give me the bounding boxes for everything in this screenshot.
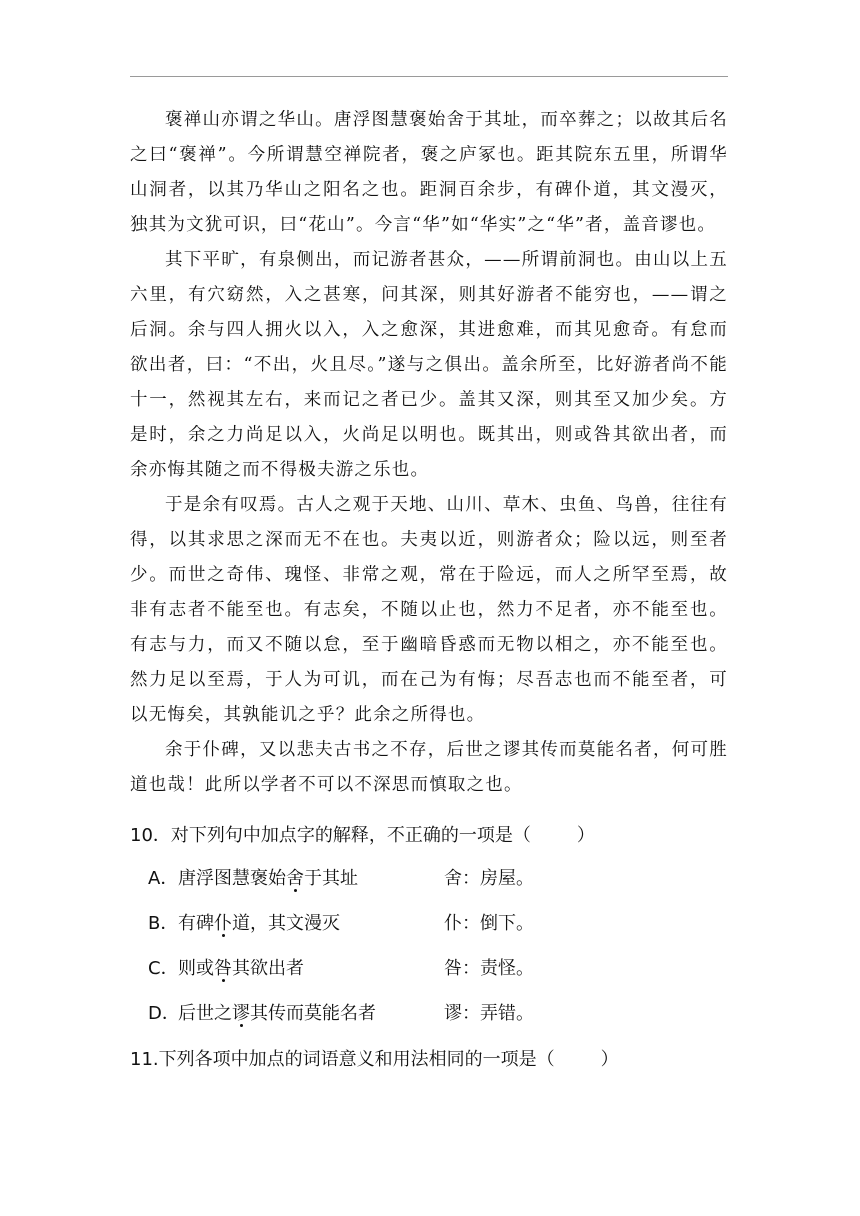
classical-passage bbox=[130, 103, 728, 803]
option-gloss: 谬：弄错。 bbox=[444, 1003, 534, 1024]
option-gloss: 舍：房屋。 bbox=[444, 868, 534, 889]
option-a bbox=[148, 864, 534, 894]
sentence-part: 有碑 bbox=[178, 913, 214, 934]
sentence-part: 则或 bbox=[178, 958, 214, 979]
sentence-part: 后世之 bbox=[178, 1003, 232, 1024]
dotted-character: 仆 bbox=[214, 913, 232, 934]
dotted-character: 咎 bbox=[214, 958, 232, 979]
question-11-close: ） bbox=[600, 1049, 619, 1070]
passage-paragraph-3: 于是余有叹焉。古人之观于天地、山川、草木、虫鱼、鸟兽，往往有得，以其求思之深而无不在也。夫夷以近，则游者众；险以远，则至者少。而世之奇伟、瑰怪、非常之观，常在于险远，而人之所罕至焉，故非有志者不能至也。有志矣，不随以止也，然力不足者，亦不能至也。有志与力，而又不随以怠，至于幽暗昏惑而无物以相之，亦不能至也。然力足以至焉，于人为可讥，而在己为有悔；尽吾志也而不能至者，可以无悔矣，其孰能讥之乎？此余之所得也。 bbox=[130, 495, 728, 725]
sentence-part: 唐浮图慧褒始 bbox=[178, 868, 286, 889]
sentence-part: 道，其文漫灭 bbox=[232, 913, 340, 934]
option-letter: A． bbox=[148, 868, 179, 889]
sentence-part: 于其址 bbox=[304, 868, 358, 889]
option-letter: C． bbox=[148, 958, 179, 979]
passage-paragraph-4: 余于仆碑，又以悲夫古书之不存，后世之谬其传而莫能名者，何可胜道也哉！此所以学者不可以不深思而慎取之也。 bbox=[130, 740, 728, 795]
option-d bbox=[148, 999, 534, 1029]
option-sentence bbox=[178, 999, 444, 1029]
sentence-part: 其欲出者 bbox=[232, 958, 304, 979]
option-sentence bbox=[178, 864, 444, 894]
question-10-stem bbox=[130, 821, 595, 851]
option-c bbox=[148, 954, 534, 984]
option-gloss: 咎：责怪。 bbox=[444, 958, 534, 979]
sentence-part: 其传而莫能名者 bbox=[250, 1003, 376, 1024]
question-11-stem bbox=[130, 1045, 619, 1075]
passage-paragraph-2: 其下平旷，有泉侧出，而记游者甚众，——所谓前洞也。由山以上五六里，有穴窈然，入之甚寒，问其深，则其好游者不能穷也，——谓之后洞。余与四人拥火以入，入之愈深，其进愈难，而其见愈奇。有怠而欲出者，曰：“不出，火且尽。”遂与之俱出。盖余所至，比好游者尚不能十一，然视其左右，来而记之者已少。盖其又深，则其至又加少矣。方是时，余之力尚足以入，火尚足以明也。既其出，则或咎其欲出者，而余亦悔其随之而不得极夫游之乐也。 bbox=[130, 250, 728, 480]
dotted-character: 舍 bbox=[286, 868, 304, 889]
option-letter: D． bbox=[148, 1003, 180, 1024]
option-gloss: 仆：倒下。 bbox=[444, 913, 534, 934]
option-letter: B． bbox=[148, 913, 179, 934]
passage-paragraph-1: 褒禅山亦谓之华山。唐浮图慧褒始舍于其址，而卒葬之；以故其后名之曰“褒禅”。今所谓慧空禅院者，褒之庐冢也。距其院东五里，所谓华山洞者，以其乃华山之阳名之也。距洞百余步，有碑仆道，其文漫灭，独其为文犹可识，曰“花山”。今言“华”如“华实”之“华”者，盖音谬也。 bbox=[130, 110, 728, 235]
dotted-character: 谬 bbox=[232, 1003, 250, 1024]
question-10-close: ） bbox=[576, 825, 595, 846]
question-10-text: 10．对下列句中加点字的解释，不正确的一项是（ bbox=[130, 825, 531, 846]
header-rule bbox=[130, 76, 728, 77]
option-b bbox=[148, 909, 534, 939]
question-11-text: 11.下列各项中加点的词语意义和用法相同的一项是（ bbox=[130, 1049, 555, 1070]
option-sentence bbox=[178, 954, 444, 984]
option-sentence bbox=[178, 909, 444, 939]
